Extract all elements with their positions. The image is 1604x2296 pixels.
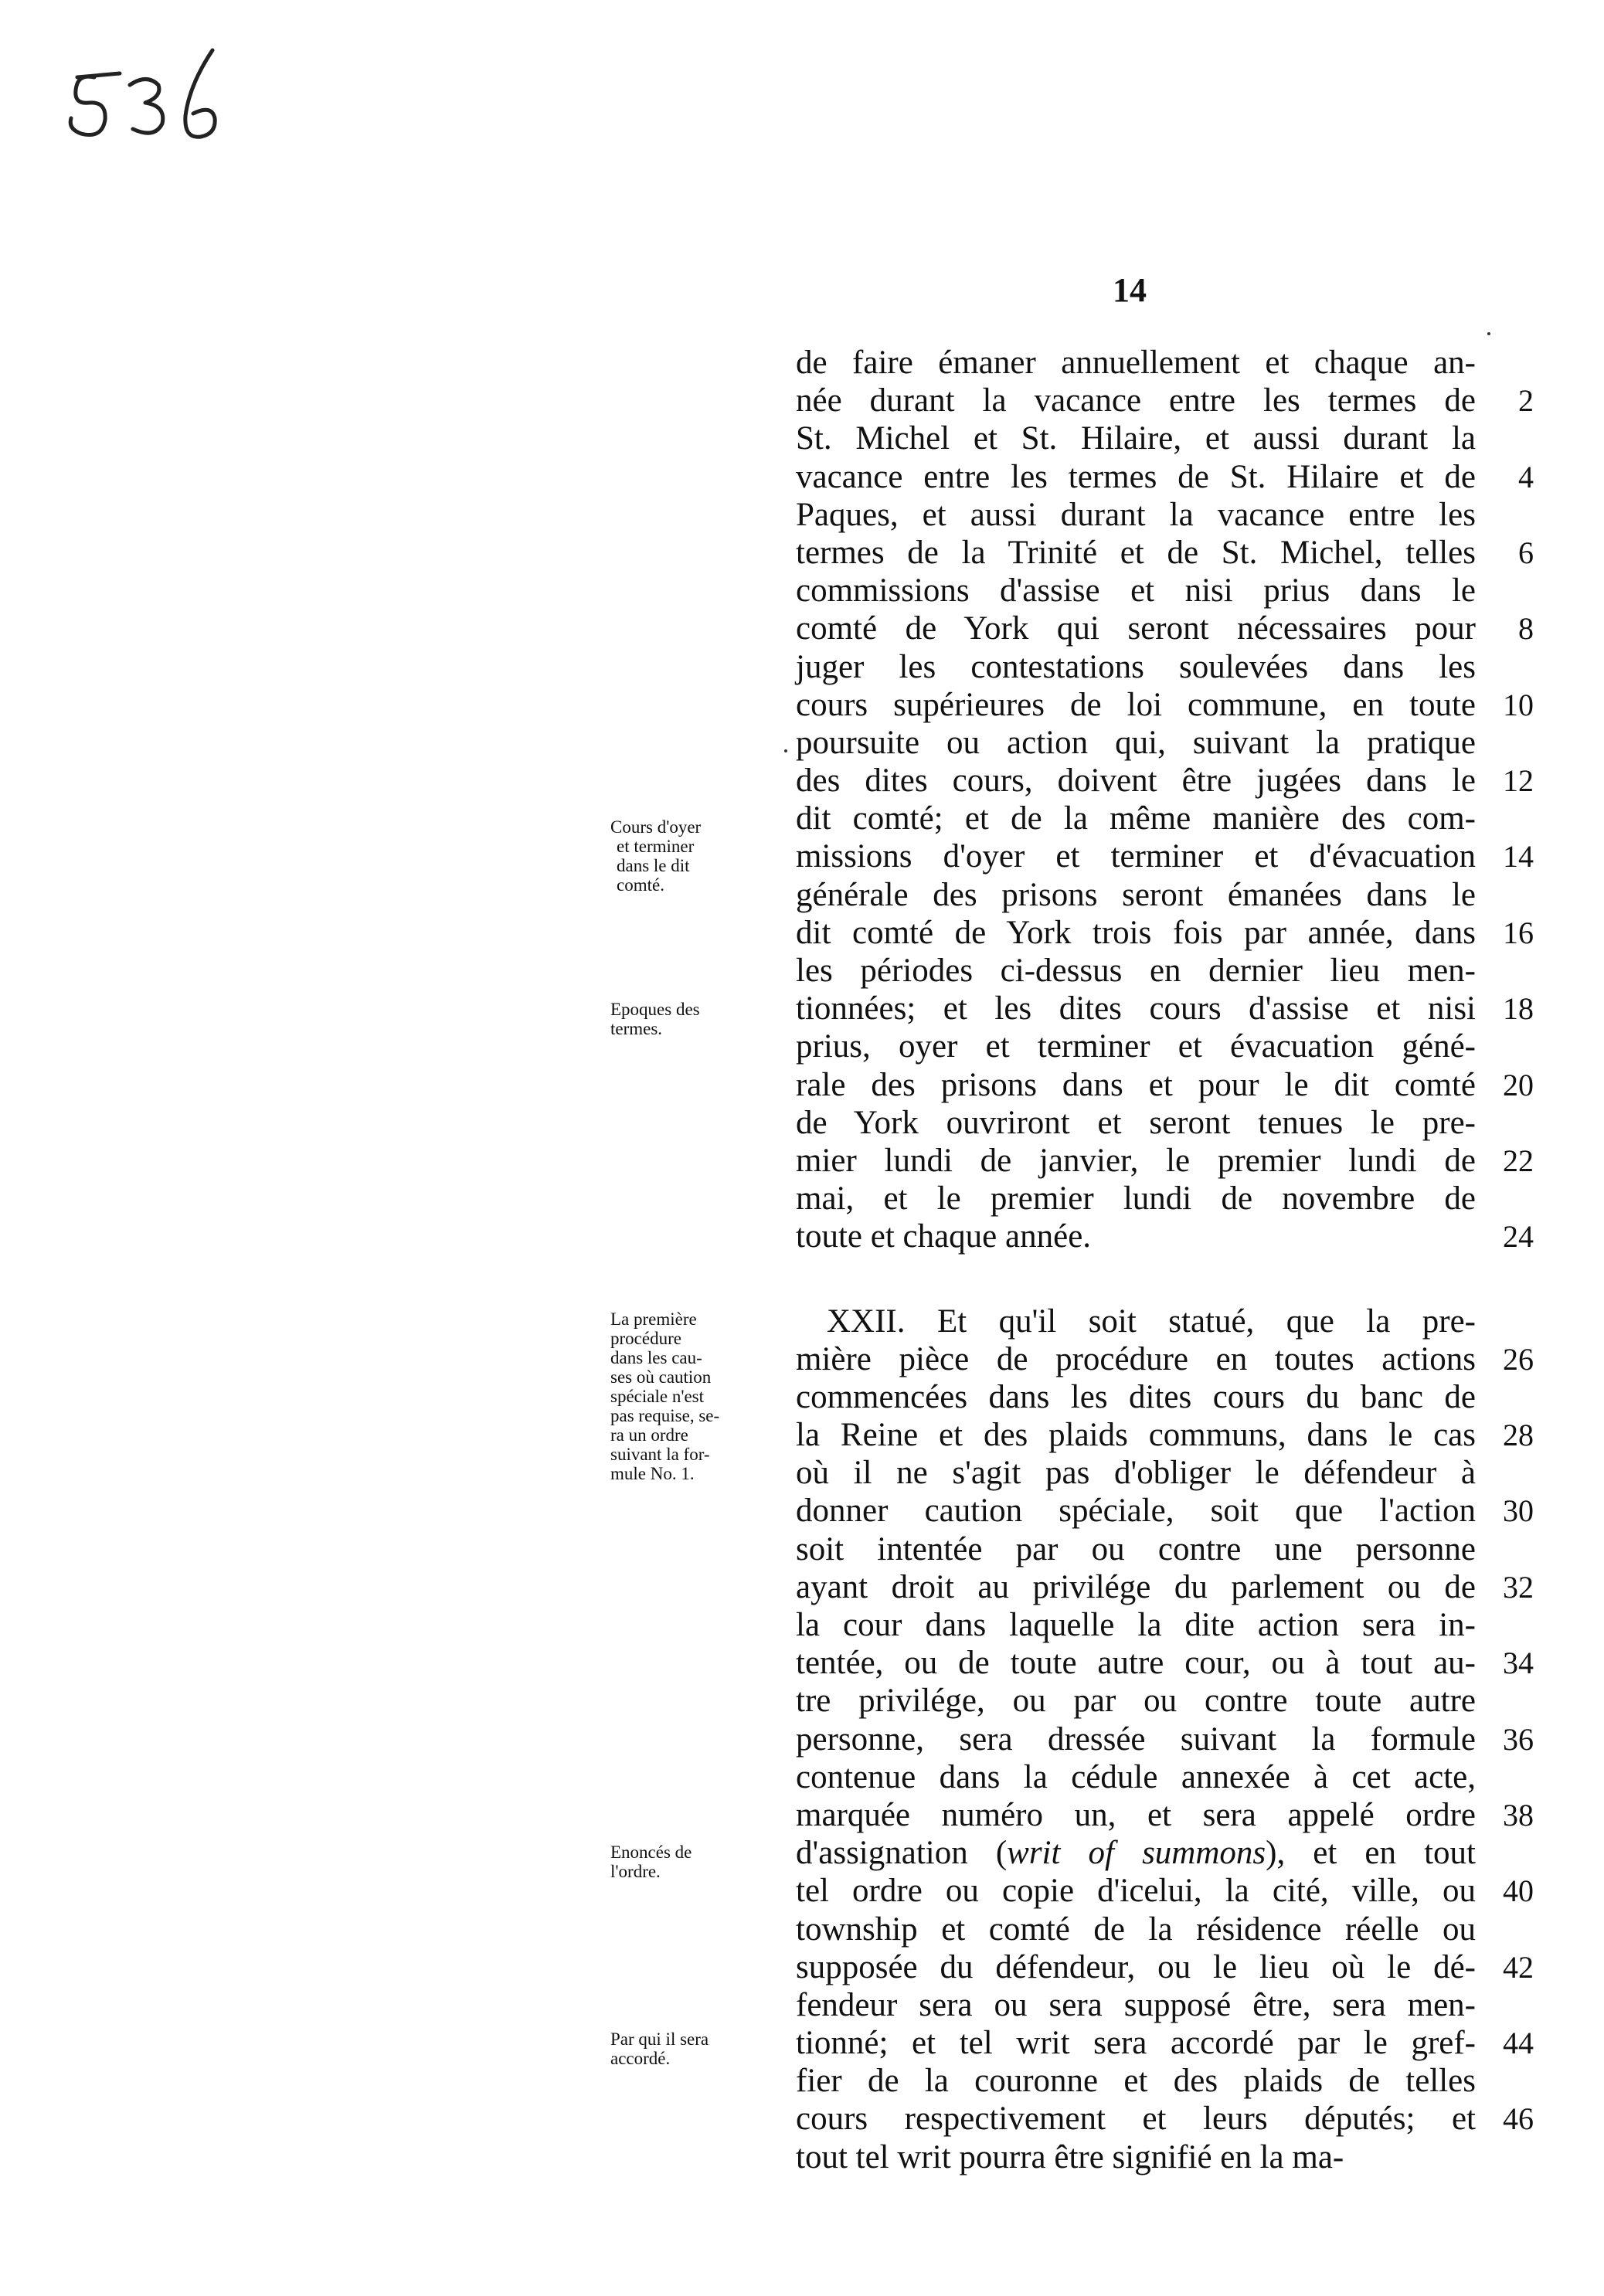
text-line: prius, oyer et terminer et évacuation géné-	[796, 1028, 1476, 1065]
text-line: rale des prisons dans et pour le dit comté	[796, 1066, 1476, 1103]
text-line: mai, et le premier lundi de novembre de	[796, 1180, 1476, 1218]
line-number	[1480, 1986, 1534, 2024]
line-number	[1480, 572, 1534, 610]
text-line: cours respectivement et leurs députés; et	[796, 2101, 1476, 2138]
marginal-line: suivant la for-	[610, 1445, 710, 1464]
line-number: 2	[1518, 383, 1534, 419]
marginal-line: l'ordre.	[610, 1862, 661, 1881]
text-line: toute et chaque année.	[796, 1218, 1092, 1255]
marginal-line: mule No. 1.	[610, 1464, 695, 1483]
paragraph-gap	[796, 1256, 1476, 1303]
marginal-line: et terminer	[617, 837, 695, 856]
marginal-line: spéciale n'est	[610, 1387, 705, 1406]
print-speck	[1487, 332, 1490, 335]
text-line: juger les contestations soulevées dans les	[796, 648, 1476, 685]
text-line: dit comté de York trois fois par année, dans	[796, 914, 1476, 951]
text-line: fendeur sera ou sera supposé être, sera men-	[796, 1986, 1476, 2023]
marginal-line: Enoncés de	[610, 1843, 692, 1862]
text-line: contenue dans la cédule annexée à cet acte,	[796, 1758, 1476, 1795]
line-number: 36	[1503, 1721, 1534, 1757]
text-line: tre privilége, ou par ou contre toute autre	[796, 1683, 1476, 1720]
line-number: 24	[1503, 1219, 1534, 1255]
line-number: 44	[1503, 2026, 1534, 2061]
line-number: 26	[1503, 1341, 1534, 1377]
marginal-line: ra un ordre	[610, 1425, 688, 1445]
line-number: 32	[1503, 1569, 1534, 1605]
handwritten-folio-mark	[46, 42, 240, 158]
line-number: 14	[1503, 839, 1534, 875]
marginal-line: dans les cau-	[610, 1348, 702, 1367]
line-number: 46	[1503, 2101, 1534, 2137]
line-number: 42	[1503, 1949, 1534, 1985]
line-number	[1480, 2062, 1534, 2100]
text-line: où il ne s'agit pas d'obliger le défendeur à	[796, 1455, 1476, 1492]
text-line: township et comté de la résidence réelle ou	[796, 1911, 1476, 1948]
text-line: comté de York qui seront nécessaires pour	[796, 610, 1476, 647]
text-line: St. Michel et St. Hilaire, et aussi durant la	[796, 420, 1476, 457]
text-line: tionnées; et les dites cours d'assise et nisi	[796, 990, 1476, 1027]
line-number	[1480, 1758, 1534, 1796]
text-line: tentée, ou de toute autre cour, ou à tout au-	[796, 1645, 1476, 1682]
line-number: 34	[1503, 1646, 1534, 1681]
text-line: marquée numéro un, et sera appelé ordre	[796, 1796, 1476, 1833]
text-line: soit intentée par ou contre une personne	[796, 1530, 1476, 1567]
text-line: les périodes ci-dessus en dernier lieu men-	[796, 953, 1476, 989]
text-line: des dites cours, doivent être jugées dans le	[796, 763, 1476, 800]
line-number	[1480, 344, 1534, 382]
marginal-note-cours-oyer	[610, 817, 761, 895]
text-line: née durant la vacance entre les termes de	[796, 382, 1476, 419]
line-number: 6	[1518, 535, 1534, 570]
text-line: supposée du défendeur, ou le lieu où le dé-	[796, 1948, 1476, 1985]
line-number: 10	[1503, 687, 1534, 722]
line-numbers-column	[1480, 344, 1534, 2176]
line-number: 16	[1503, 915, 1534, 950]
text-line: vacance entre les termes de St. Hilaire et de	[796, 458, 1476, 495]
line-number	[1480, 648, 1534, 686]
text-line: générale des prisons seront émanées dans le	[796, 876, 1476, 913]
text-line: la Reine et des plaids communs, dans le cas	[796, 1417, 1476, 1454]
line-number	[1480, 952, 1534, 990]
line-number	[1480, 1303, 1534, 1340]
text-line: commissions d'assise et nisi prius dans le	[796, 572, 1476, 610]
text-line: tionné; et tel writ sera accordé par le gref-	[796, 2025, 1476, 2062]
line-number	[1480, 1378, 1534, 1416]
line-number	[1480, 1454, 1534, 1492]
page-number: 14	[1113, 271, 1147, 309]
marginal-line: procédure	[610, 1329, 681, 1348]
text-line: dit comté; et de la même manière des com-	[796, 800, 1476, 837]
line-number	[1480, 1180, 1534, 1218]
marginal-line: Par qui il sera	[610, 2029, 709, 2049]
line-number: 4	[1518, 459, 1534, 494]
text-line: termes de la Trinité et de St. Michel, telles	[796, 534, 1476, 571]
text-line: donner caution spéciale, soit que l'action	[796, 1493, 1476, 1530]
line-number	[1480, 2138, 1534, 2176]
marginal-note-enonces	[610, 1843, 761, 1881]
line-number: 28	[1503, 1418, 1534, 1453]
text-line: XXII. Et qu'il soit statué, que la pre-	[827, 1303, 1476, 1340]
marginal-line: termes.	[610, 1019, 663, 1038]
text-line: commencées dans les dites cours du banc de	[796, 1378, 1476, 1415]
line-number: 8	[1518, 611, 1534, 647]
marginal-line: Cours d'oyer	[610, 817, 702, 837]
line-number: 22	[1503, 1143, 1534, 1178]
text-line: mière pièce de procédure en toutes actions	[796, 1340, 1476, 1377]
text-line: Paques, et aussi durant la vacance entre les	[796, 496, 1476, 533]
line-number	[1480, 1530, 1534, 1568]
line-number: 38	[1503, 1797, 1534, 1832]
line-number: 18	[1503, 991, 1534, 1027]
line-number	[1480, 419, 1534, 457]
marginal-line: ses où caution	[610, 1367, 712, 1387]
text-line: d'assignation (writ of summons), et en tout	[796, 1835, 1476, 1872]
line-number	[1480, 1834, 1534, 1872]
text-line: tout tel writ pourra être signifié en la ma-	[796, 2138, 1344, 2175]
line-number	[1480, 1911, 1534, 1948]
line-number: 12	[1503, 763, 1534, 799]
marginal-line: comté.	[617, 875, 664, 895]
text-line: tel ordre ou copie d'icelui, la cité, ville, ou	[796, 1873, 1476, 1910]
marginal-note-par-qui	[610, 2029, 761, 2068]
text-line: de York ouvriront et seront tenues le pre-	[796, 1104, 1476, 1141]
main-text-body	[796, 344, 1476, 2176]
marginal-note-epoques	[610, 1000, 761, 1038]
marginal-line: Epoques des	[610, 1000, 700, 1019]
line-number: 40	[1503, 1873, 1534, 1909]
text-line: la cour dans laquelle la dite action sera in-	[796, 1607, 1476, 1643]
text-line: ayant droit au privilége du parlement ou de	[796, 1568, 1476, 1605]
marginal-note-premiere-procedure	[610, 1309, 761, 1483]
text-line: personne, sera dressée suivant la formule	[796, 1720, 1476, 1758]
marginal-line: accordé.	[610, 2049, 671, 2068]
line-number: 20	[1503, 1067, 1534, 1102]
text-line: missions d'oyer et terminer et d'évacuation	[796, 838, 1476, 875]
line-number	[1480, 1104, 1534, 1142]
line-number	[1480, 1606, 1534, 1644]
line-number	[1480, 876, 1534, 914]
text-line: cours supérieures de loi commune, en toute	[796, 686, 1476, 723]
line-number	[1480, 1682, 1534, 1720]
line-number-gap	[1480, 1256, 1534, 1303]
text-line: poursuite ou action qui, suivant la pratique	[796, 724, 1476, 761]
line-number	[1480, 724, 1534, 762]
marginal-line: dans le dit	[617, 856, 690, 875]
marginal-line: La première	[610, 1309, 697, 1329]
print-speck	[784, 749, 787, 752]
text-line: de faire émaner annuellement et chaque an-	[796, 345, 1476, 381]
line-number: 30	[1503, 1493, 1534, 1529]
line-number	[1480, 800, 1534, 837]
text-line: mier lundi de janvier, le premier lundi de	[796, 1142, 1476, 1179]
marginal-line: pas requise, se-	[610, 1406, 720, 1425]
line-number	[1480, 496, 1534, 534]
text-line: fier de la couronne et des plaids de telles	[796, 2063, 1476, 2100]
line-number	[1480, 1027, 1534, 1065]
